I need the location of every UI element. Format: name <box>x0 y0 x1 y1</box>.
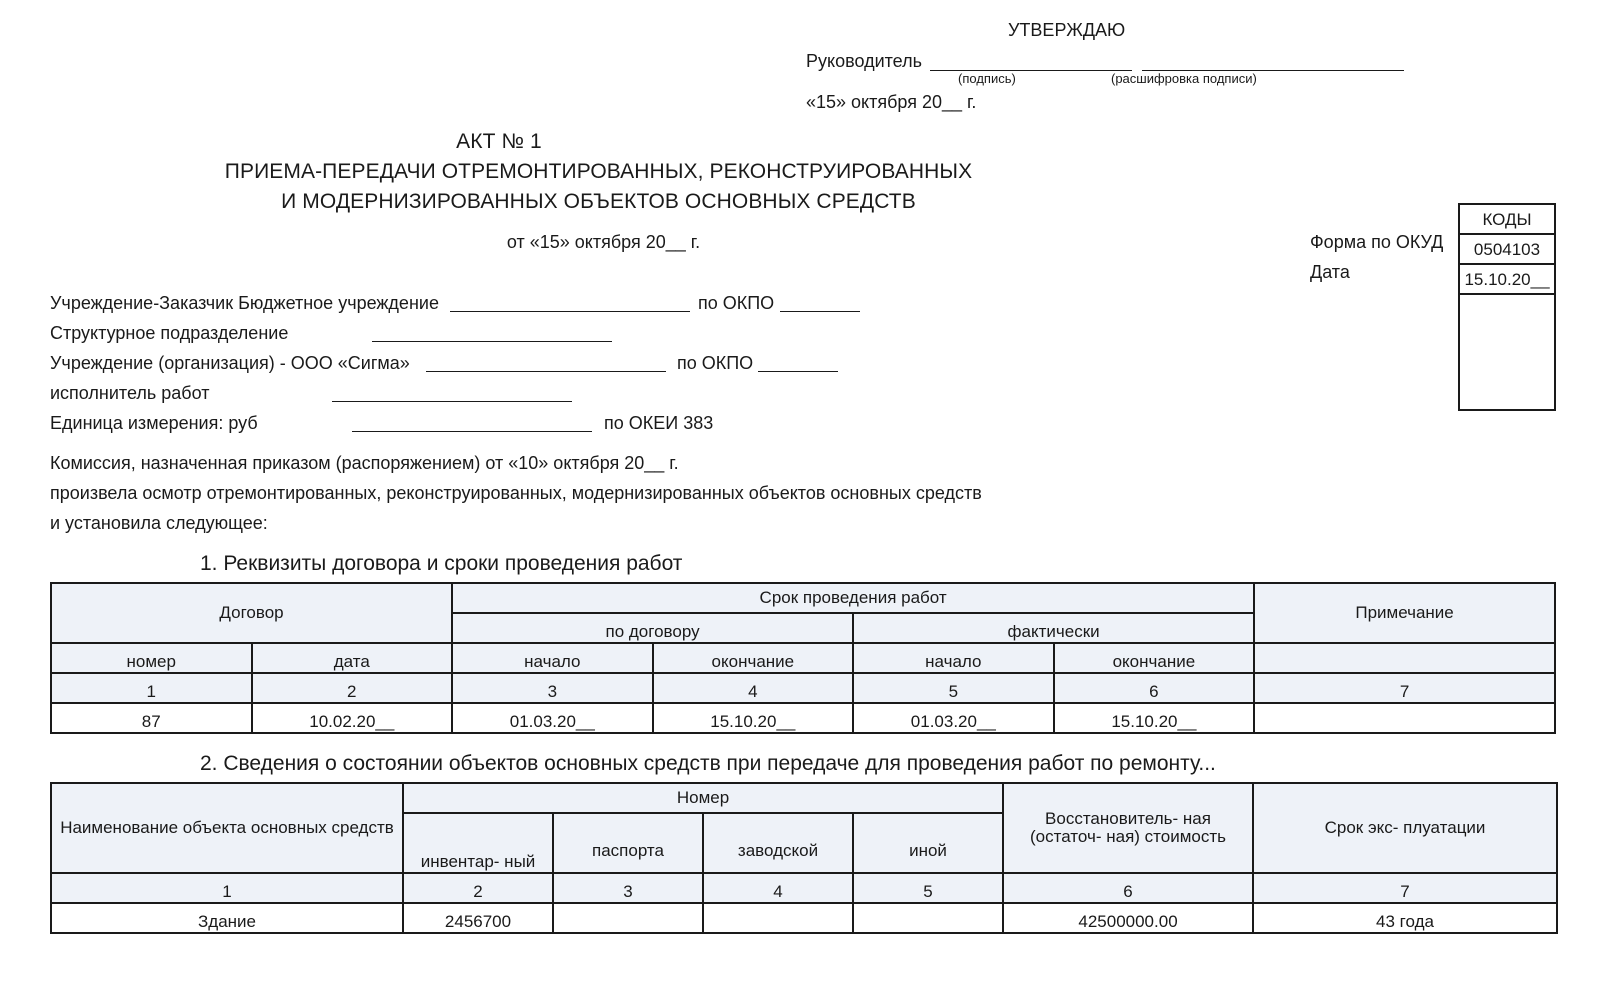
customer-line <box>450 311 690 312</box>
unit-okei-label: по ОКЕИ 383 <box>604 413 714 433</box>
header-other: иной <box>853 813 1003 873</box>
col-number-cell: 3 <box>452 673 653 703</box>
commission-line1: Комиссия, назначенная приказом (распоряжением) от «10» октября 20__ г. <box>50 453 679 473</box>
header-term: Срок экс- плуатации <box>1253 783 1557 873</box>
executor-label: исполнитель работ <box>50 383 210 403</box>
col-number-cell: 6 <box>1003 873 1253 903</box>
header-object-name: Наименование объекта основных средств <box>51 783 403 873</box>
act-title-line1: ПРИЕМА-ПЕРЕДАЧИ ОТРЕМОНТИРОВАННЫХ, РЕКОНСТРУИРОВАННЫХ <box>224 160 973 183</box>
signature-caption: (подпись) <box>958 71 1016 86</box>
col-number-cell: 5 <box>853 873 1003 903</box>
header-date: дата <box>252 643 453 673</box>
col-number-cell: 7 <box>1254 673 1555 703</box>
col-number-cell: 1 <box>51 673 252 703</box>
header-start-actual: начало <box>853 643 1054 673</box>
structural-line <box>372 341 612 342</box>
object-name-cell: Здание <box>51 903 403 933</box>
col-number-cell: 4 <box>653 673 854 703</box>
act-number: АКТ № 1 <box>456 130 542 153</box>
customer-okpo-label: по ОКПО <box>698 293 775 313</box>
header-factory: заводской <box>703 813 853 873</box>
header-note: Примечание <box>1254 583 1555 643</box>
codes-header: КОДЫ <box>1460 205 1554 235</box>
header-cost: Восстановитель- ная (остаточ- ная) стоимость <box>1003 783 1253 873</box>
contract-date-cell: 10.02.20__ <box>252 703 453 733</box>
cost-cell: 42500000.00 <box>1003 903 1253 933</box>
structural-label: Структурное подразделение <box>50 323 289 343</box>
start-contract-cell: 01.03.20__ <box>452 703 653 733</box>
col-number-cell: 2 <box>403 873 553 903</box>
header-number: номер <box>51 643 252 673</box>
col-number-cell: 6 <box>1054 673 1255 703</box>
decoding-caption: (расшифровка подписи) <box>1111 71 1257 86</box>
section2-title: 2. Сведения о состоянии объектов основных средств при передаче для проведения работ по ремонту... <box>200 752 1216 775</box>
header-by-contract: по договору <box>452 613 853 643</box>
unit-label: Единица измерения: руб <box>50 413 258 433</box>
commission-line3: и установила следующее: <box>50 513 268 533</box>
objects-table <box>50 782 1558 934</box>
end-contract-cell: 15.10.20__ <box>653 703 854 733</box>
term-cell: 43 года <box>1253 903 1557 933</box>
col-number-cell: 2 <box>252 673 453 703</box>
note-cell <box>1254 703 1555 733</box>
contractor-okpo-line <box>758 371 838 372</box>
act-title-line2: И МОДЕРНИЗИРОВАННЫХ ОБЪЕКТОВ ОСНОВНЫХ СРЕДСТВ <box>281 190 916 213</box>
header-period: Срок проведения работ <box>452 583 1254 613</box>
header-end-contract: окончание <box>653 643 854 673</box>
date-label: Дата <box>1310 262 1350 282</box>
codes-box <box>1458 203 1556 411</box>
start-actual-cell: 01.03.20__ <box>853 703 1054 733</box>
contractor-line <box>426 371 666 372</box>
other-cell <box>853 903 1003 933</box>
approve-date: «15» октября 20__ г. <box>806 92 977 112</box>
header-inventory: инвентар- ный <box>403 813 553 873</box>
header-passport: паспорта <box>553 813 703 873</box>
header-actual: фактически <box>853 613 1254 643</box>
unit-line <box>352 431 592 432</box>
okud-label: Форма по ОКУД <box>1310 232 1444 252</box>
date-value: 15.10.20__ <box>1460 265 1554 295</box>
contract-table <box>50 582 1556 734</box>
col-number-cell: 1 <box>51 873 403 903</box>
customer-okpo-line <box>780 311 860 312</box>
act-date: от «15» октября 20__ г. <box>506 232 701 252</box>
header-end-actual: окончание <box>1054 643 1255 673</box>
passport-cell <box>553 903 703 933</box>
header-note-empty <box>1254 643 1555 673</box>
head-label: Руководитель <box>806 51 922 71</box>
col-number-cell: 7 <box>1253 873 1557 903</box>
col-number-cell: 4 <box>703 873 853 903</box>
inventory-cell: 2456700 <box>403 903 553 933</box>
header-start-contract: начало <box>452 643 653 673</box>
customer-label: Учреждение-Заказчик Бюджетное учреждение <box>50 293 439 313</box>
okud-value: 0504103 <box>1460 235 1554 265</box>
contractor-label: Учреждение (организация) - ООО «Сигма» <box>50 353 410 373</box>
header-contract: Договор <box>51 583 452 643</box>
header-number-group: Номер <box>403 783 1003 813</box>
contract-number-cell: 87 <box>51 703 252 733</box>
factory-cell <box>703 903 853 933</box>
col-number-cell: 3 <box>553 873 703 903</box>
col-number-cell: 5 <box>853 673 1054 703</box>
end-actual-cell: 15.10.20__ <box>1054 703 1255 733</box>
approve-title: УТВЕРЖДАЮ <box>1008 20 1126 40</box>
section1-title: 1. Реквизиты договора и сроки проведения работ <box>200 552 683 575</box>
executor-line <box>332 401 572 402</box>
commission-line2: произвела осмотр отремонтированных, реконструированных, модернизированных объектов основных средств <box>50 483 982 503</box>
contractor-okpo-label: по ОКПО <box>677 353 754 373</box>
